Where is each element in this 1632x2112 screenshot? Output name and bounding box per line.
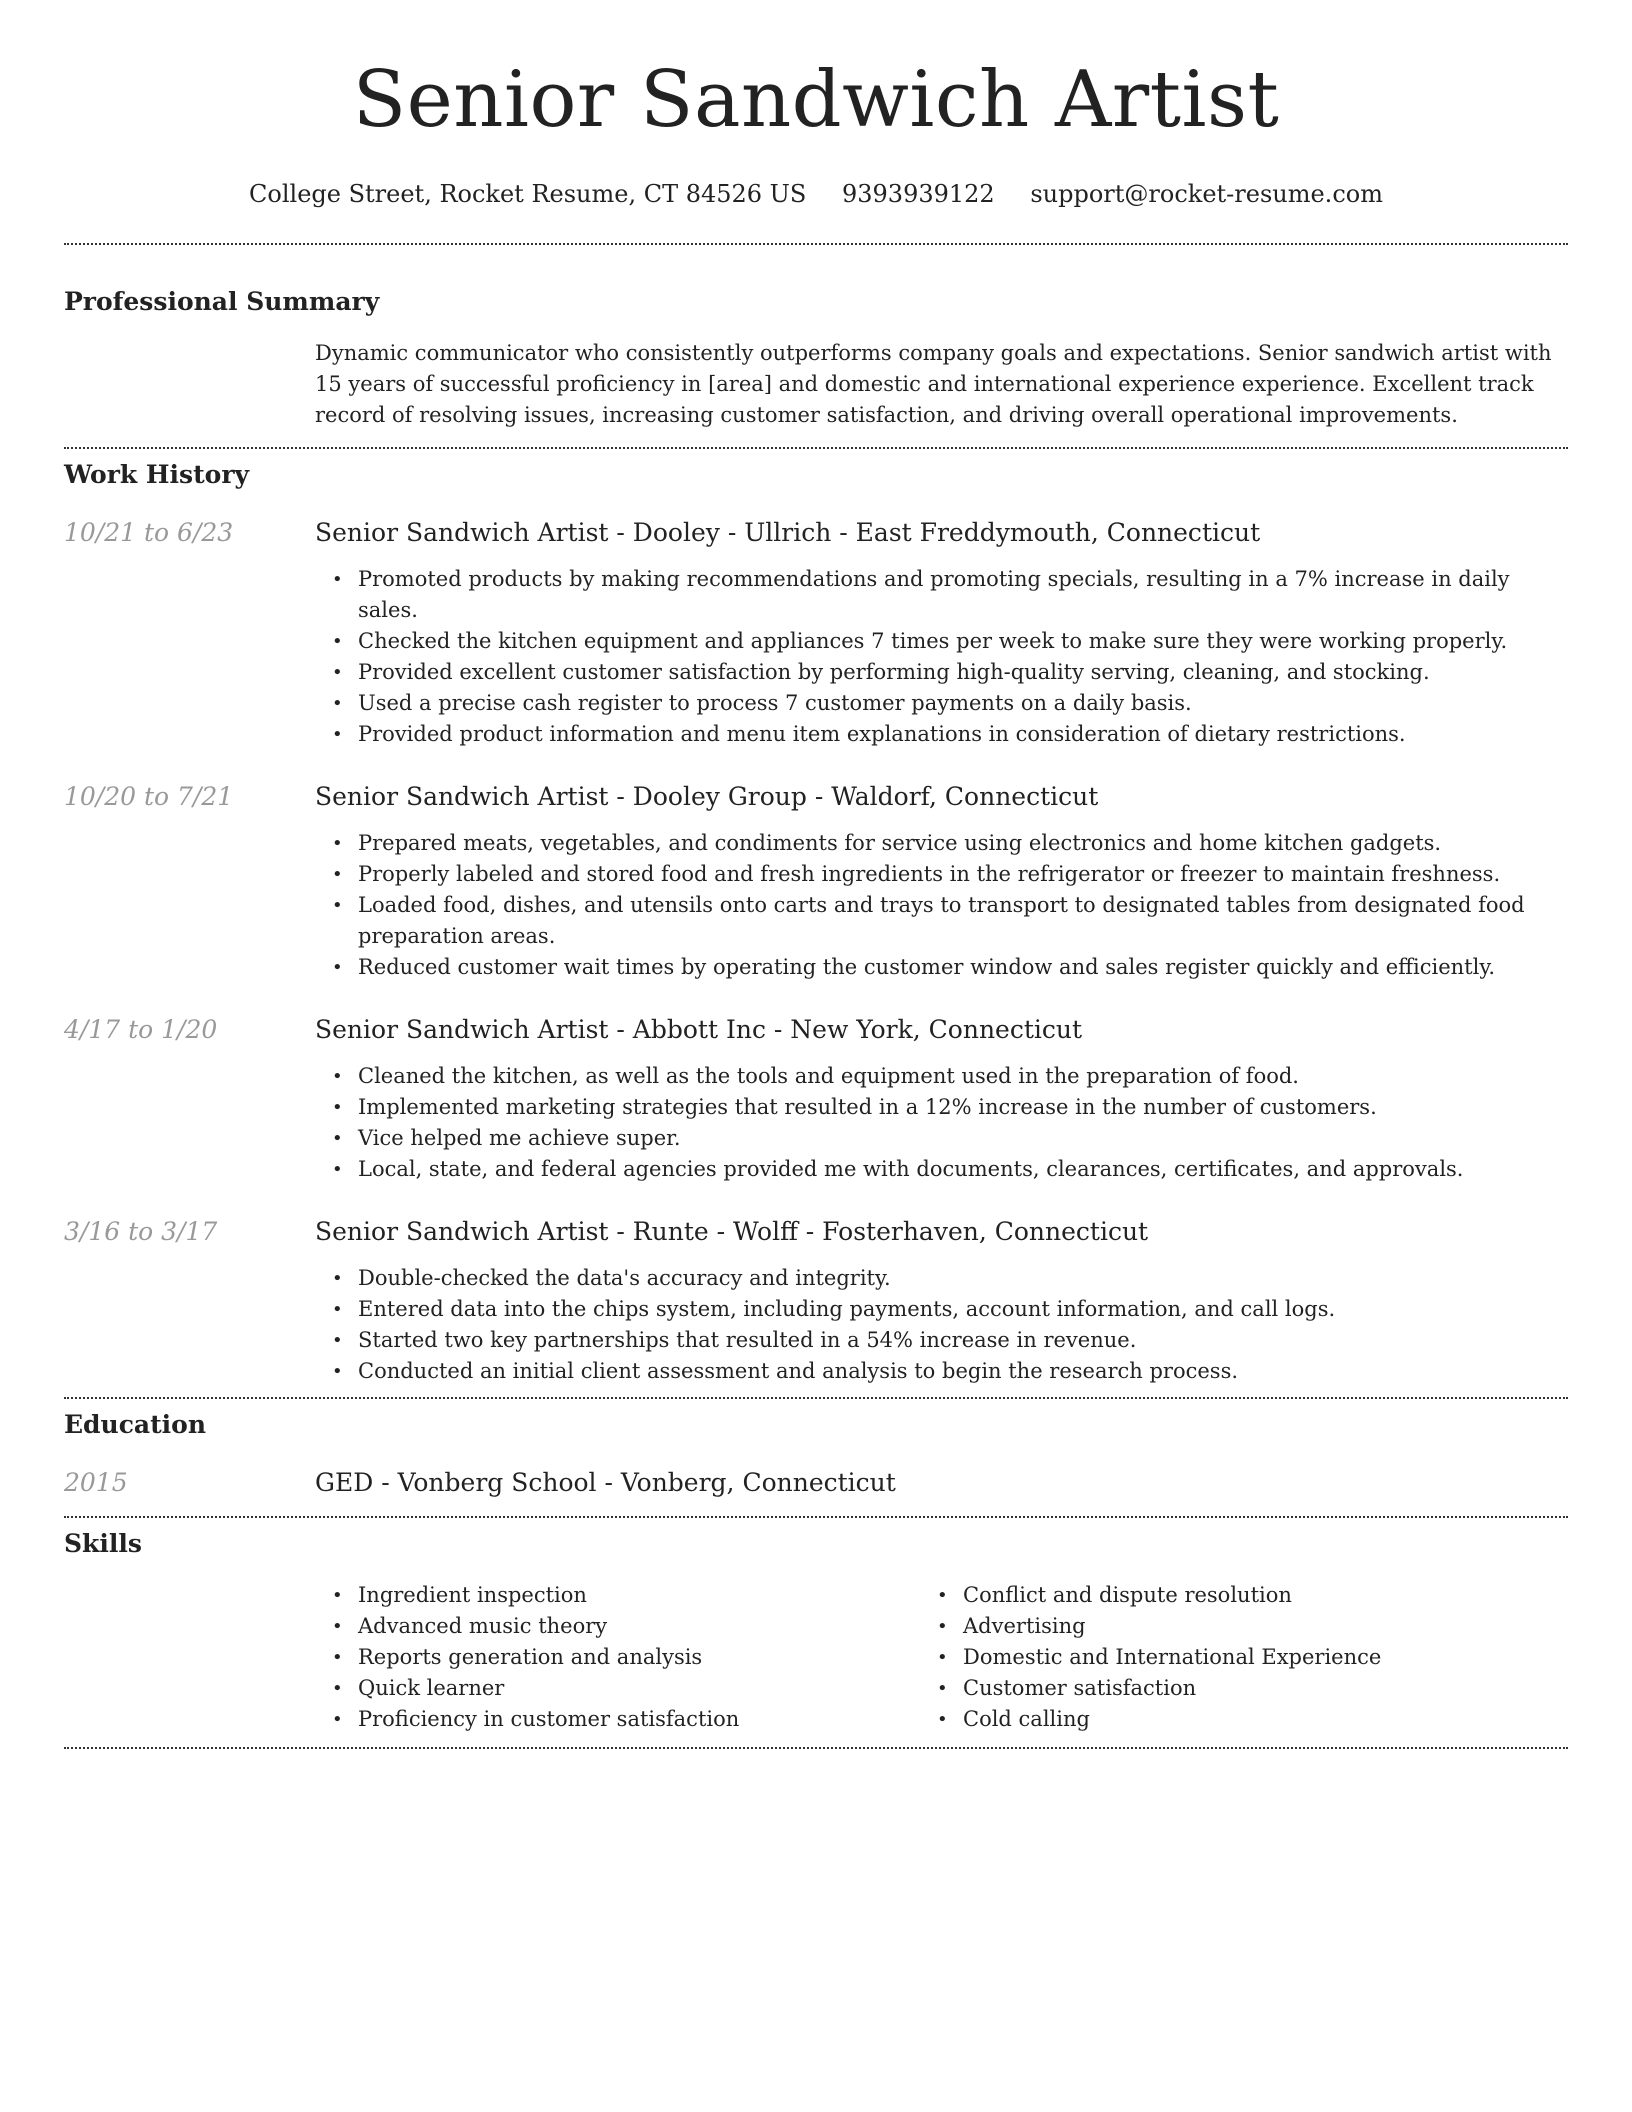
list-item: • Promoted products by making recommendations and promoting specials, resulting in a 7% increase in daily sales.: [358, 564, 1568, 626]
list-item: • Cleaned the kitchen, as well as the tools and equipment used in the preparation of food.: [358, 1061, 1568, 1092]
skills-list-right: [963, 1580, 1568, 1735]
list-item: • Checked the kitchen equipment and appliances 7 times per week to make sure they were working properly.: [358, 626, 1568, 657]
list-item: • Reports generation and analysis: [358, 1642, 963, 1673]
resume-page: [64, 0, 1568, 1749]
job-title: Senior Sandwich Artist - Runte - Wolff - Fosterhaven, Connecticut: [315, 1217, 1149, 1246]
summary-title: Professional Summary: [64, 287, 380, 316]
list-item: • Conducted an initial client assessment and analysis to begin the research process.: [358, 1356, 1568, 1387]
summary-text: Dynamic communicator who consistently outperforms company goals and expectations. Senior sandwich artist with 15 years of successful proficiency in [area] and domestic and international experience experience. Excellent track record of resolving issues, increasing customer satisfaction, and driving overall operational improvements.: [315, 341, 1552, 427]
contact-phone: 9393939122: [842, 180, 995, 208]
resume-name: Senior Sandwich Artist: [352, 55, 1280, 145]
list-item: • Vice helped me achieve super.: [358, 1123, 1568, 1154]
list-item: • Conflict and dispute resolution: [963, 1580, 1568, 1611]
skills-section: [64, 1518, 1568, 1747]
job-dates: 4/17 to 1/20: [64, 1015, 218, 1044]
list-item: • Ingredient inspection: [358, 1580, 963, 1611]
job-dates: 10/21 to 6/23: [64, 518, 234, 547]
list-item: • Used a precise cash register to process 7 customer payments on a daily basis.: [358, 688, 1568, 719]
list-item: • Implemented marketing strategies that resulted in a 12% increase in the number of customers.: [358, 1092, 1568, 1123]
skills-list-left: [358, 1580, 963, 1735]
education-year: 2015: [64, 1468, 128, 1497]
job-title: Senior Sandwich Artist - Dooley - Ullrich - East Freddymouth, Connecticut: [315, 518, 1261, 547]
job-entry: [64, 780, 1568, 983]
list-item: • Provided excellent customer satisfaction by performing high-quality serving, cleaning, and stocking.: [358, 657, 1568, 688]
job-bullets: [358, 1263, 1568, 1387]
list-item: • Advertising: [963, 1611, 1568, 1642]
list-item: • Customer satisfaction: [963, 1673, 1568, 1704]
list-item: • Properly labeled and stored food and fresh ingredients in the refrigerator or freezer to maintain freshness.: [358, 859, 1568, 890]
job-entry: [64, 1013, 1568, 1185]
list-item: • Double-checked the data's accuracy and integrity.: [358, 1263, 1568, 1294]
list-item: • Started two key partnerships that resulted in a 54% increase in revenue.: [358, 1325, 1568, 1356]
work-history-section: [64, 449, 1568, 1397]
job-title: Senior Sandwich Artist - Abbott Inc - New York, Connecticut: [315, 1015, 1083, 1044]
job-bullets: [358, 564, 1568, 750]
list-item: • Local, state, and federal agencies provided me with documents, clearances, certificates, and approvals.: [358, 1154, 1568, 1185]
contact-address: College Street, Rocket Resume, CT 84526 US: [249, 180, 807, 208]
job-entry: [64, 516, 1568, 750]
list-item: • Advanced music theory: [358, 1611, 963, 1642]
work-history-title: Work History: [64, 460, 250, 489]
contact-email: support@rocket-resume.com: [1030, 180, 1383, 208]
list-item: • Prepared meats, vegetables, and condiments for service using electronics and home kitchen gadgets.: [358, 828, 1568, 859]
job-entry: [64, 1215, 1568, 1387]
job-title: Senior Sandwich Artist - Dooley Group - Waldorf, Connecticut: [315, 782, 1099, 811]
list-item: • Proficiency in customer satisfaction: [358, 1704, 963, 1735]
list-item: • Entered data into the chips system, including payments, account information, and call logs.: [358, 1294, 1568, 1325]
job-bullets: [358, 828, 1568, 983]
list-item: • Reduced customer wait times by operating the customer window and sales register quickly and efficiently.: [358, 952, 1568, 983]
list-item: • Provided product information and menu item explanations in consideration of dietary restrictions.: [358, 719, 1568, 750]
job-dates: 10/20 to 7/21: [64, 782, 234, 811]
skills-title: Skills: [64, 1529, 142, 1558]
divider: [64, 1747, 1568, 1749]
education-title: Education: [64, 1410, 207, 1439]
education-degree: GED - Vonberg School - Vonberg, Connecticut: [315, 1468, 896, 1497]
summary-section: [64, 245, 1568, 447]
education-section: [64, 1399, 1568, 1516]
job-dates: 3/16 to 3/17: [64, 1217, 218, 1246]
list-item: • Quick learner: [358, 1673, 963, 1704]
list-item: • Domestic and International Experience: [963, 1642, 1568, 1673]
contact-line: [64, 178, 1568, 210]
list-item: • Cold calling: [963, 1704, 1568, 1735]
list-item: • Loaded food, dishes, and utensils onto carts and trays to transport to designated tables from designated food preparation areas.: [358, 890, 1568, 952]
job-bullets: [358, 1061, 1568, 1185]
